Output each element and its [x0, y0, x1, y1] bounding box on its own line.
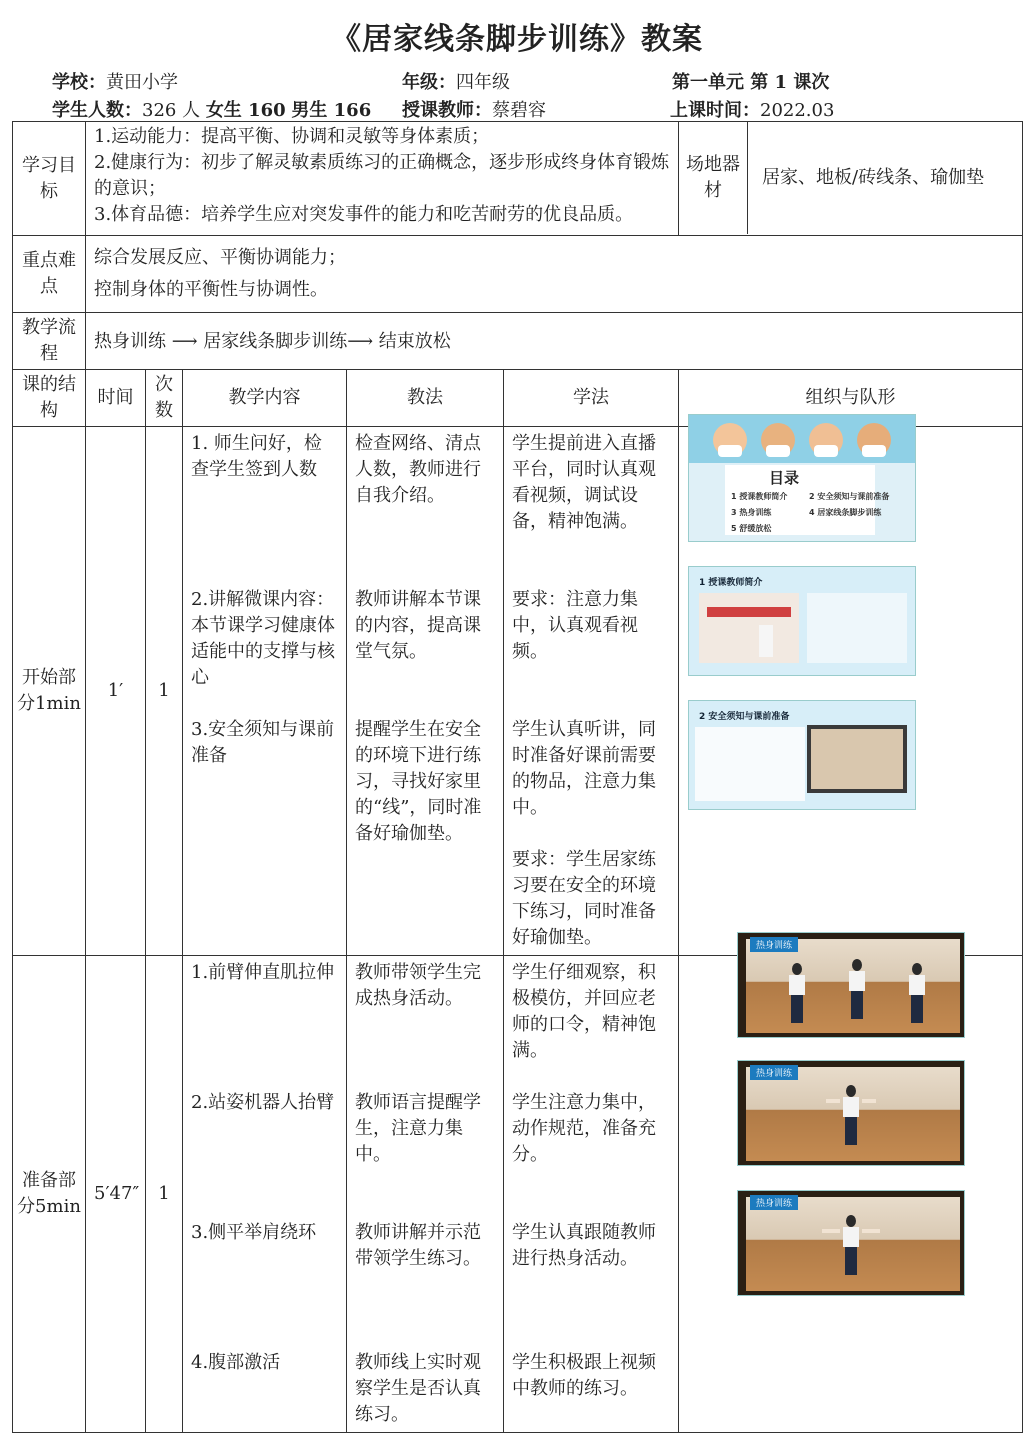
- keypoints-label: 重点难点: [13, 236, 86, 313]
- header-teaching: 教法: [347, 370, 504, 427]
- objectives-content: [86, 122, 679, 236]
- section-count: 1: [146, 956, 183, 1433]
- warmup-video-1-image: [737, 932, 965, 1038]
- section-learning: [504, 956, 679, 1433]
- section-content: [183, 956, 347, 1433]
- header-organization: 组织与队形: [679, 370, 1023, 427]
- learning-item: 学生注意力集中，动作规范，准备充分。: [512, 1092, 656, 1165]
- video-tag: 热身训练: [750, 1195, 798, 1210]
- toc-item: 4 居家线条脚步训练: [809, 508, 882, 517]
- learning-item: 要求：注意力集中，认真观看视频。: [512, 589, 638, 662]
- keypoints-content: [86, 236, 1023, 313]
- teaching-item: 教师讲解本节课的内容，提高课堂气氛。: [355, 589, 481, 662]
- section-content: [183, 427, 347, 956]
- venue-label: 场地器材: [679, 122, 748, 234]
- header-time: 时间: [86, 370, 146, 427]
- objectives-label: 学习目标: [13, 122, 86, 236]
- header-structure: 课的结构: [13, 370, 86, 427]
- warmup-video-3-image: [737, 1190, 965, 1296]
- objectives-row: [13, 122, 1023, 236]
- section-learning: [504, 427, 679, 956]
- learning-item: 学生认真跟随教师进行热身活动。: [512, 1222, 656, 1269]
- toc-item: 3 热身训练: [731, 508, 772, 517]
- slide-heading: 1 授课教师简介: [699, 578, 763, 588]
- unit-info: 第一单元 第 1 课次: [672, 72, 830, 93]
- section-name: 准备部分5min: [13, 956, 86, 1433]
- learning-item: 学生仔细观察，积极模仿，并回应老师的口令，精神饱满。: [512, 962, 656, 1061]
- venue-cell: [679, 122, 1023, 236]
- content-item: 3.侧平举肩绕环: [191, 1222, 317, 1243]
- warmup-video-2-image: [737, 1060, 965, 1166]
- section-count: 1: [146, 427, 183, 956]
- objective-item: 1.运动能力：提高平衡、协调和灵敏等身体素质；: [94, 126, 490, 147]
- toc-item: 2 安全须知与课前准备: [809, 492, 890, 501]
- section-time: 1′: [86, 427, 146, 956]
- teaching-item: 教师语言提醒学生，注意力集中。: [355, 1092, 481, 1165]
- students-info: 学生人数：326 人 女生 160 男生 166: [52, 100, 372, 121]
- flow-text: 热身训练 ⟶ 居家线条脚步训练⟶ 结束放松: [86, 313, 1023, 370]
- learning-item: 学生认真听讲，同时准备好课前需要的物品，注意力集中。: [512, 719, 656, 818]
- section-teaching: [347, 427, 504, 956]
- section-name: 开始部分1min: [13, 427, 86, 956]
- content-item: 1. 师生问好，检查学生签到人数: [191, 433, 322, 480]
- slide-heading: 2 安全须知与课前准备: [699, 712, 790, 722]
- header-learning: 学法: [504, 370, 679, 427]
- document-title: 《居家线条脚步训练》教案: [331, 22, 703, 57]
- content-item: 3.安全须知与课前准备: [191, 719, 335, 766]
- toc-item: 5 舒缓放松: [731, 524, 772, 533]
- keypoints-row: [13, 236, 1023, 313]
- toc-item: 1 授课教师简介: [731, 492, 788, 501]
- section-time: 5′47″: [86, 956, 146, 1433]
- learning-item: 要求：学生居家练习要在安全的环境下练习，同时准备好瑜伽垫。: [512, 849, 656, 948]
- teaching-item: 教师线上实时观察学生是否认真练习。: [355, 1352, 481, 1425]
- teacher-intro-slide-image: [688, 566, 916, 676]
- keypoint-item: 综合发展反应、平衡协调能力；: [94, 247, 346, 268]
- objective-item: 2.健康行为：初步了解灵敏素质练习的正确概念，逐步形成终身体育锻炼的意识；: [94, 152, 670, 199]
- safety-slide-image: [688, 700, 916, 810]
- content-item: 1.前臂伸直肌拉伸: [191, 962, 335, 983]
- toc-title: 目录: [769, 469, 800, 487]
- content-item: 2.站姿机器人抬臂: [191, 1092, 335, 1113]
- venue-value: 居家、地板/砖线条、瑜伽垫: [762, 167, 985, 188]
- teaching-item: 教师讲解并示范带领学生练习。: [355, 1222, 481, 1269]
- teaching-item: 教师带领学生完成热身活动。: [355, 962, 481, 1009]
- content-item: 2.讲解微课内容：本节课学习健康体适能中的支撑与核心: [191, 589, 335, 688]
- objective-item: 3.体育品德：培养学生应对突发事件的能力和吃苦耐劳的优良品质。: [94, 204, 634, 225]
- section-teaching: [347, 956, 504, 1433]
- video-tag: 热身训练: [750, 1065, 798, 1080]
- toc-slide-image: [688, 414, 916, 542]
- time-info: 上课时间：2022.03: [670, 100, 835, 121]
- teacher-info: 授课教师：蔡碧容: [402, 100, 546, 121]
- flow-row: [13, 313, 1023, 370]
- keypoint-item: 控制身体的平衡性与协调性。: [94, 279, 328, 300]
- header-content: 教学内容: [183, 370, 347, 427]
- grade-info: 年级：四年级: [402, 72, 510, 93]
- school-info: 学校：黄田小学: [52, 72, 178, 93]
- content-item: 4.腹部激活: [191, 1352, 281, 1373]
- learning-item: 学生提前进入直播平台，同时认真观看视频，调试设备，精神饱满。: [512, 433, 656, 532]
- learning-item: 学生积极跟上视频中教师的练习。: [512, 1352, 656, 1399]
- flow-label: 教学流程: [13, 313, 86, 370]
- video-tag: 热身训练: [750, 937, 798, 952]
- header-count: 次数: [146, 370, 183, 427]
- teaching-item: 提醒学生在安全的环境下进行练习，寻找好家里的“线”，同时准备好瑜伽垫。: [355, 719, 482, 844]
- teaching-item: 检查网络、清点人数，教师进行自我介绍。: [355, 433, 481, 506]
